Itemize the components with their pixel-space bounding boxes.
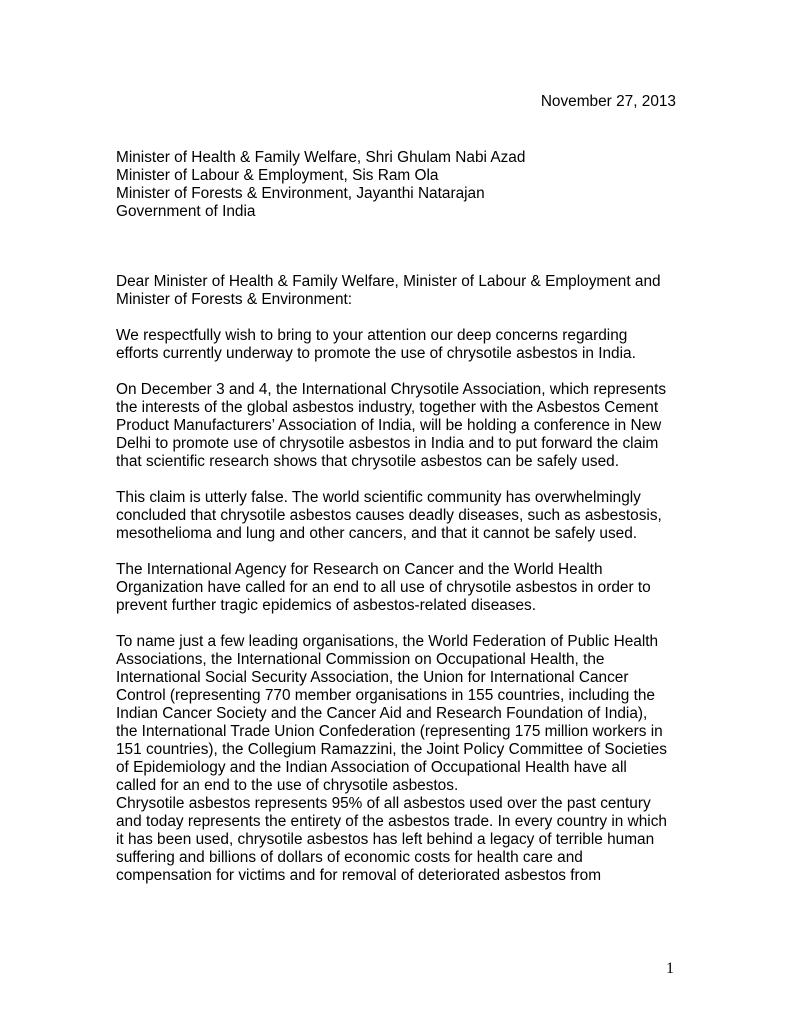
paragraph-line: mesothelioma and lung and other cancers, and that it cannot be safely used. — [116, 525, 638, 542]
paragraph-line: the interests of the global asbestos industry, together with the Asbestos Cement — [116, 399, 659, 416]
paragraph-line: On December 3 and 4, the International Chrysotile Association, which represents — [116, 381, 667, 398]
letter-date: November 27, 2013 — [540, 93, 676, 110]
paragraph-concerns — [116, 327, 716, 363]
paragraph-line: Indian Cancer Society and the Cancer Aid and Research Foundation of India), — [116, 705, 648, 722]
paragraph-line: called for an end to the use of chrysotile asbestos. — [116, 777, 459, 794]
paragraph-line: Control (representing 770 member organisations in 155 countries, including the — [116, 687, 655, 704]
page-number: 1 — [666, 960, 674, 977]
paragraph-line: Delhi to promote use of chrysotile asbestos in India and to put forward the claim — [116, 435, 659, 452]
paragraph-line: International Social Security Association, the Union for International Cancer — [116, 669, 629, 686]
paragraph-chrysotile-legacy — [116, 795, 716, 885]
paragraph-line: prevent further tragic epidemics of asbestos-related diseases. — [116, 597, 537, 614]
paragraph-iarc-who — [116, 561, 716, 615]
addressee-line: Minister of Health & Family Welfare, Shri Ghulam Nabi Azad — [116, 149, 526, 166]
paragraph-line: suffering and billions of dollars of economic costs for health care and — [116, 849, 583, 866]
paragraph-line: and today represents the entirety of the asbestos trade. In every country in which — [116, 813, 667, 830]
paragraph-line: efforts currently underway to promote the use of chrysotile asbestos in India. — [116, 345, 636, 362]
salutation — [116, 273, 716, 309]
paragraph-conference — [116, 381, 716, 471]
paragraph-line: the International Trade Union Confederation (representing 175 million workers in — [116, 723, 663, 740]
salutation-line: Dear Minister of Health & Family Welfare, Minister of Labour & Employment and — [116, 273, 661, 290]
paragraph-line: This claim is utterly false. The world scientific community has overwhelmingly — [116, 489, 641, 506]
addressee-line: Government of India — [116, 203, 256, 220]
salutation-line: Minister of Forests & Environment: — [116, 291, 353, 308]
paragraph-line: To name just a few leading organisations, the World Federation of Public Health — [116, 633, 659, 650]
paragraph-line: concluded that chrysotile asbestos causes deadly diseases, such as asbestosis, — [116, 507, 662, 524]
paragraph-line: 151 countries), the Collegium Ramazzini, the Joint Policy Committee of Societies — [116, 741, 667, 758]
paragraph-line: compensation for victims and for removal of deteriorated asbestos from — [116, 867, 602, 884]
paragraph-line: Chrysotile asbestos represents 95% of all asbestos used over the past century — [116, 795, 651, 812]
addressee-line: Minister of Labour & Employment, Sis Ram Ola — [116, 167, 439, 184]
paragraph-line: The International Agency for Research on Cancer and the World Health — [116, 561, 603, 578]
paragraph-line: that scientific research shows that chrysotile asbestos can be safely used. — [116, 453, 620, 470]
paragraph-line: Organization have called for an end to all use of chrysotile asbestos in order to — [116, 579, 651, 596]
paragraph-line: We respectfully wish to bring to your attention our deep concerns regarding — [116, 327, 628, 344]
addressee-block — [116, 149, 716, 221]
paragraph-claim-false — [116, 489, 716, 543]
addressee-line: Minister of Forests & Environment, Jayanthi Natarajan — [116, 185, 485, 202]
paragraph-line: of Epidemiology and the Indian Association of Occupational Health have all — [116, 759, 627, 776]
paragraph-line: it has been used, chrysotile asbestos has left behind a legacy of terrible human — [116, 831, 655, 848]
paragraph-line: Associations, the International Commission on Occupational Health, the — [116, 651, 605, 668]
paragraph-organisations — [116, 633, 716, 795]
paragraph-line: Product Manufacturers’ Association of India, will be holding a conference in New — [116, 417, 662, 434]
